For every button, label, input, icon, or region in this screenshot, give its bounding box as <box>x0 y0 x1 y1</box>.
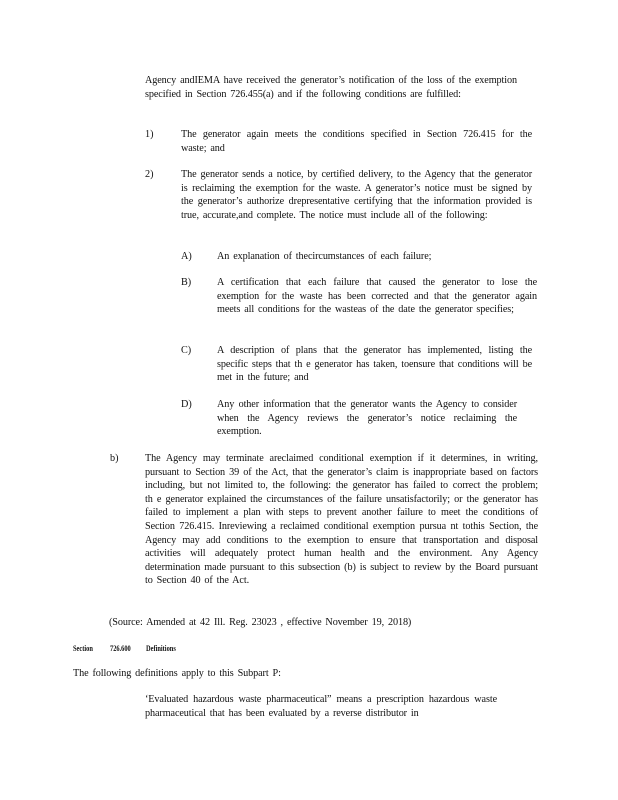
definition-evaluated-hw-pharmaceutical: ‘Evaluated hazardous waste pharmaceutical” means a prescription hazardous waste pharmaceutical that has been evaluated by a reverse distributor in <box>145 694 497 719</box>
definitions-intro: The following definitions apply to this Subpart P: <box>73 668 281 679</box>
condition-1-text: The generator again meets the conditions specified in Section 726.415 for the waste; and <box>181 129 532 154</box>
condition-1-label: 1) <box>145 129 154 140</box>
notice-item-c-label: C) <box>181 345 192 356</box>
notice-item-a-text: An explanation of thecircumstances of each failure; <box>217 251 432 262</box>
section-label: Section <box>73 644 93 653</box>
condition-2-text: The generator sends a notice, by certified delivery, to the Agency that the generator is reclaiming the exemption for the waste. A generator’s notice must be signed by the generator’s authorize drepresentative certifying that the information provided is true, accurate,and complete. The notice must include all of the following: <box>181 169 532 221</box>
notice-item-b-text: A certification that each failure that caused the generator to lose the exemption for the waste has been corrected and that the generator again meets all conditions for the wasteas of the date the generator specifies; <box>217 277 537 316</box>
source-note: (Source: Amended at 42 Ill. Reg. 23023 , effective November 19, 2018) <box>109 617 412 628</box>
subsection-b-text: The Agency may terminate areclaimed conditional exemption if it determines, in writing, pursuant to Section 39 of the Act, that the generator’s claim is inappropriate based on factors including, but not limited to, the following: the generator has failed to correct the problem; th e generator explained the circumstances of the failure unsatisfactorily; or the generator has failed to implement a plan with steps to prevent another failure to meet the conditions of Section 726.415. Inreviewing a reclaimed conditional exemption pursua nt tothis Section, the Agency may add conditions to the exemption to ensure that transportation and disposal activities will adequately protect human health and the environment. Any Agency determination made pursuant to this subsection (b) is subject to review by the Board pursuant to Section 40 of the Act. <box>145 453 538 587</box>
notice-item-b-label: B) <box>181 277 192 288</box>
notice-item-d-text: Any other information that the generator wants the Agency to consider when the Agency reviews the generator’s notice reclaiming the exemption. <box>217 399 517 438</box>
intro-paragraph: Agency andIEMA have received the generator’s notification of the loss of the exemption specified in Section 726.455(a) and if the following conditions are fulfilled: <box>145 75 517 100</box>
section-title: Definitions <box>146 644 176 653</box>
notice-item-a-label: A) <box>181 251 192 262</box>
subsection-b-label: b) <box>110 453 119 464</box>
notice-item-c-text: A description of plans that the generator has implemented, listing the specific steps that th e generator has taken, toensure that conditions will be met in the future; and <box>217 345 532 384</box>
notice-item-d-label: D) <box>181 399 192 410</box>
section-number: 726.600 <box>110 644 131 653</box>
condition-2-label: 2) <box>145 169 154 180</box>
